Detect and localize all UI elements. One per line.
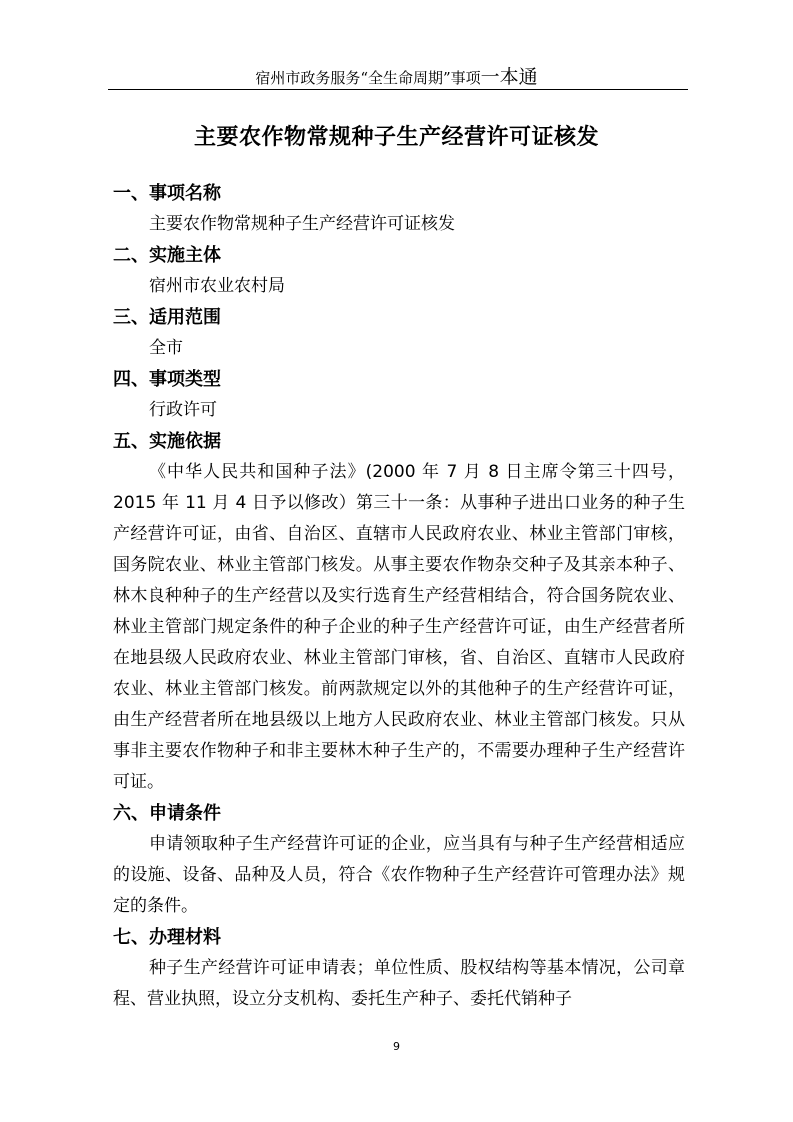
section-text: 主要农作物常规种子生产经营许可证核发 (149, 214, 455, 234)
section-heading: 一、事项名称 (113, 183, 221, 204)
header-rule (108, 89, 688, 90)
section-item-type (113, 364, 685, 426)
section-heading: 二、实施主体 (113, 245, 221, 266)
document-title: 主要农作物常规种子生产经营许可证核发 (193, 125, 599, 150)
section-text: 行政许可 (149, 400, 217, 420)
header-suffix: 一本通 (480, 66, 538, 88)
section-text: 种子生产经营许可证申请表；单位性质、股权结构等基本情况，公司章程、营业执照，设立分支机构、委托生产种子、委托代销种子 (113, 958, 685, 1009)
section-heading: 三、适用范围 (113, 307, 221, 328)
document-body (113, 178, 685, 1015)
section-text: 全市 (149, 338, 183, 358)
section-text: 《中华人民共和国种子法》(2000 年 7 月 8 日主席令第三十四号，2015 年 11 月 4 日予以修改）第三十一条：从事种子进出口业务的种子生产经营许可证，由省、自治区、直辖市人民政府农业、林业主管部门审核，国务院农业、林业主管部门核发。从事主要农作物杂交种子及其亲本种子、林木良种种子的生产经营以及实行选育生产经营相结合，符合国务院农业、林业主管部门规定条件的种子企业的种子生产经营许可证，由生产经营者所在地县级人民政府农业、林业主管部门审核，省、自治区、直辖市人民政府农业、林业主管部门核发。前两款规定以外的其他种子的生产经营许可证，由生产经营者所在地县级以上地方人民政府农业、林业主管部门核发。只从事非主要农作物种子和非主要林木种子生产的，不需要办理种子生产经营许可证。 (113, 462, 685, 792)
section-scope (113, 302, 685, 364)
section-implementing-body (113, 240, 685, 302)
section-text: 申请领取种子生产经营许可证的企业，应当具有与种子生产经营相适应的设施、设备、品种及人员，符合《农作物种子生产经营许可管理办法》规定的条件。 (113, 834, 685, 916)
header-prefix: 宿州市政务服务“全生命周期”事项 (255, 69, 481, 87)
section-heading: 七、办理材料 (113, 927, 221, 948)
section-text: 宿州市农业农村局 (149, 276, 285, 296)
section-item-name (113, 178, 685, 240)
section-legal-basis (113, 426, 685, 798)
section-heading: 五、实施依据 (113, 431, 221, 452)
page-number: 9 (393, 1040, 400, 1053)
section-conditions (113, 798, 685, 922)
section-heading: 四、事项类型 (113, 369, 221, 390)
section-heading: 六、申请条件 (113, 803, 221, 824)
section-materials (113, 922, 685, 1015)
running-header (0, 62, 793, 89)
